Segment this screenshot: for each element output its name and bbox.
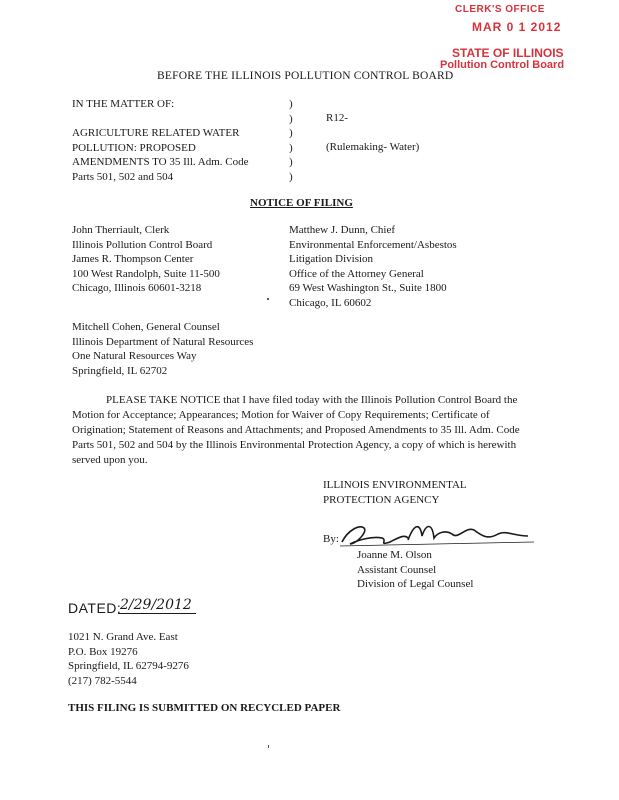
document-title: BEFORE THE ILLINOIS POLLUTION CONTROL BOARD [157, 70, 454, 82]
address-line: Springfield, IL 62702 [72, 364, 168, 377]
address-line: Illinois Pollution Control Board [72, 238, 213, 251]
signer-division: Division of Legal Counsel [357, 578, 474, 590]
paren: ) [289, 170, 293, 183]
address-line: 100 West Randolph, Suite 11-500 [72, 267, 220, 280]
signer-title: Assistant Counsel [357, 563, 437, 576]
agency-line-1: ILLINOIS ENVIRONMENTAL [323, 479, 467, 491]
paren: ) [289, 156, 293, 168]
stamp-date: MAR 0 1 2012 [472, 20, 562, 34]
address-line: Springfield, IL 62794-9276 [68, 660, 189, 672]
caption-line: Parts 501, 502 and 504 [72, 170, 174, 183]
caption-line: IN THE MATTER OF: [72, 98, 175, 110]
recycled-paper-note: THIS FILING IS SUBMITTED ON RECYCLED PAPER [68, 702, 341, 714]
paren: ) [289, 112, 293, 125]
recipient-attorney-general [289, 223, 457, 310]
caption-parens [289, 97, 293, 184]
stamp-state: STATE OF ILLINOIS [452, 46, 564, 60]
return-address [68, 630, 189, 688]
address-line: One Natural Resources Way [72, 350, 197, 362]
case-type: (Rulemaking- Water) [326, 141, 420, 153]
recipient-clerk [72, 223, 220, 296]
notice-title: NOTICE OF FILING [250, 197, 353, 209]
address-line: (217) 782-5544 [68, 674, 137, 687]
signature-image [338, 518, 538, 552]
paren: ) [289, 98, 293, 110]
signer-block [357, 548, 473, 592]
address-line: Illinois Department of Natural Resources [72, 335, 254, 348]
scan-speck [268, 745, 269, 748]
scan-speck [267, 298, 269, 300]
address-line: Litigation Division [289, 253, 374, 265]
paren: ) [289, 127, 293, 139]
signature-stroke [342, 527, 408, 544]
address-line: Chicago, Illinois 60601-3218 [72, 282, 202, 294]
recipient-dnr [72, 320, 253, 378]
address-line: Matthew J. Dunn, Chief [289, 224, 396, 236]
caption-left [72, 97, 249, 184]
caption-line: POLLUTION: PROPOSED [72, 141, 196, 154]
signature-line [340, 542, 534, 546]
signature-stroke [408, 527, 528, 541]
address-line: Chicago, IL 60602 [289, 296, 372, 309]
caption-line [72, 112, 249, 127]
address-line: James R. Thompson Center [72, 253, 194, 265]
address-line: Mitchell Cohen, General Counsel [72, 321, 220, 333]
address-line: 69 West Washington St., Suite 1800 [289, 282, 447, 294]
dated-label: DATED: [68, 600, 122, 616]
address-line: Environmental Enforcement/Asbestos [289, 238, 457, 251]
notice-paragraph: PLEASE TAKE NOTICE that I have filed today with the Illinois Pollution Control Board the Motion for Acceptance; Appearances; Motion for Waiver of Copy Requirements; Certificate of Origination; Statement of Reasons and Attachments; and Proposed Amendments to 35 Ill. Adm. Code Parts 501, 502 and 504 by the Illinois Environmental Protection Agency, a copy of which is herewith served upon you. [72, 394, 520, 466]
stamp-office: CLERK'S OFFICE [455, 4, 545, 15]
case-number: R12- [326, 112, 348, 124]
dated-value: 2/29/2012 [118, 597, 196, 614]
address-line: John Therriault, Clerk [72, 224, 170, 236]
agency-line-2: PROTECTION AGENCY [323, 493, 440, 506]
signer-name: Joanne M. Olson [357, 549, 432, 561]
address-line: 1021 N. Grand Ave. East [68, 631, 178, 643]
by-label: By: [323, 533, 339, 545]
paren: ) [289, 141, 293, 154]
address-line: Office of the Attorney General [289, 267, 424, 280]
stamp-board: Pollution Control Board [440, 59, 565, 71]
caption-line: AGRICULTURE RELATED WATER [72, 127, 240, 139]
address-line: P.O. Box 19276 [68, 645, 138, 658]
caption-line: AMENDMENTS TO 35 Ill. Adm. Code [72, 156, 249, 168]
agency-block [323, 478, 467, 507]
